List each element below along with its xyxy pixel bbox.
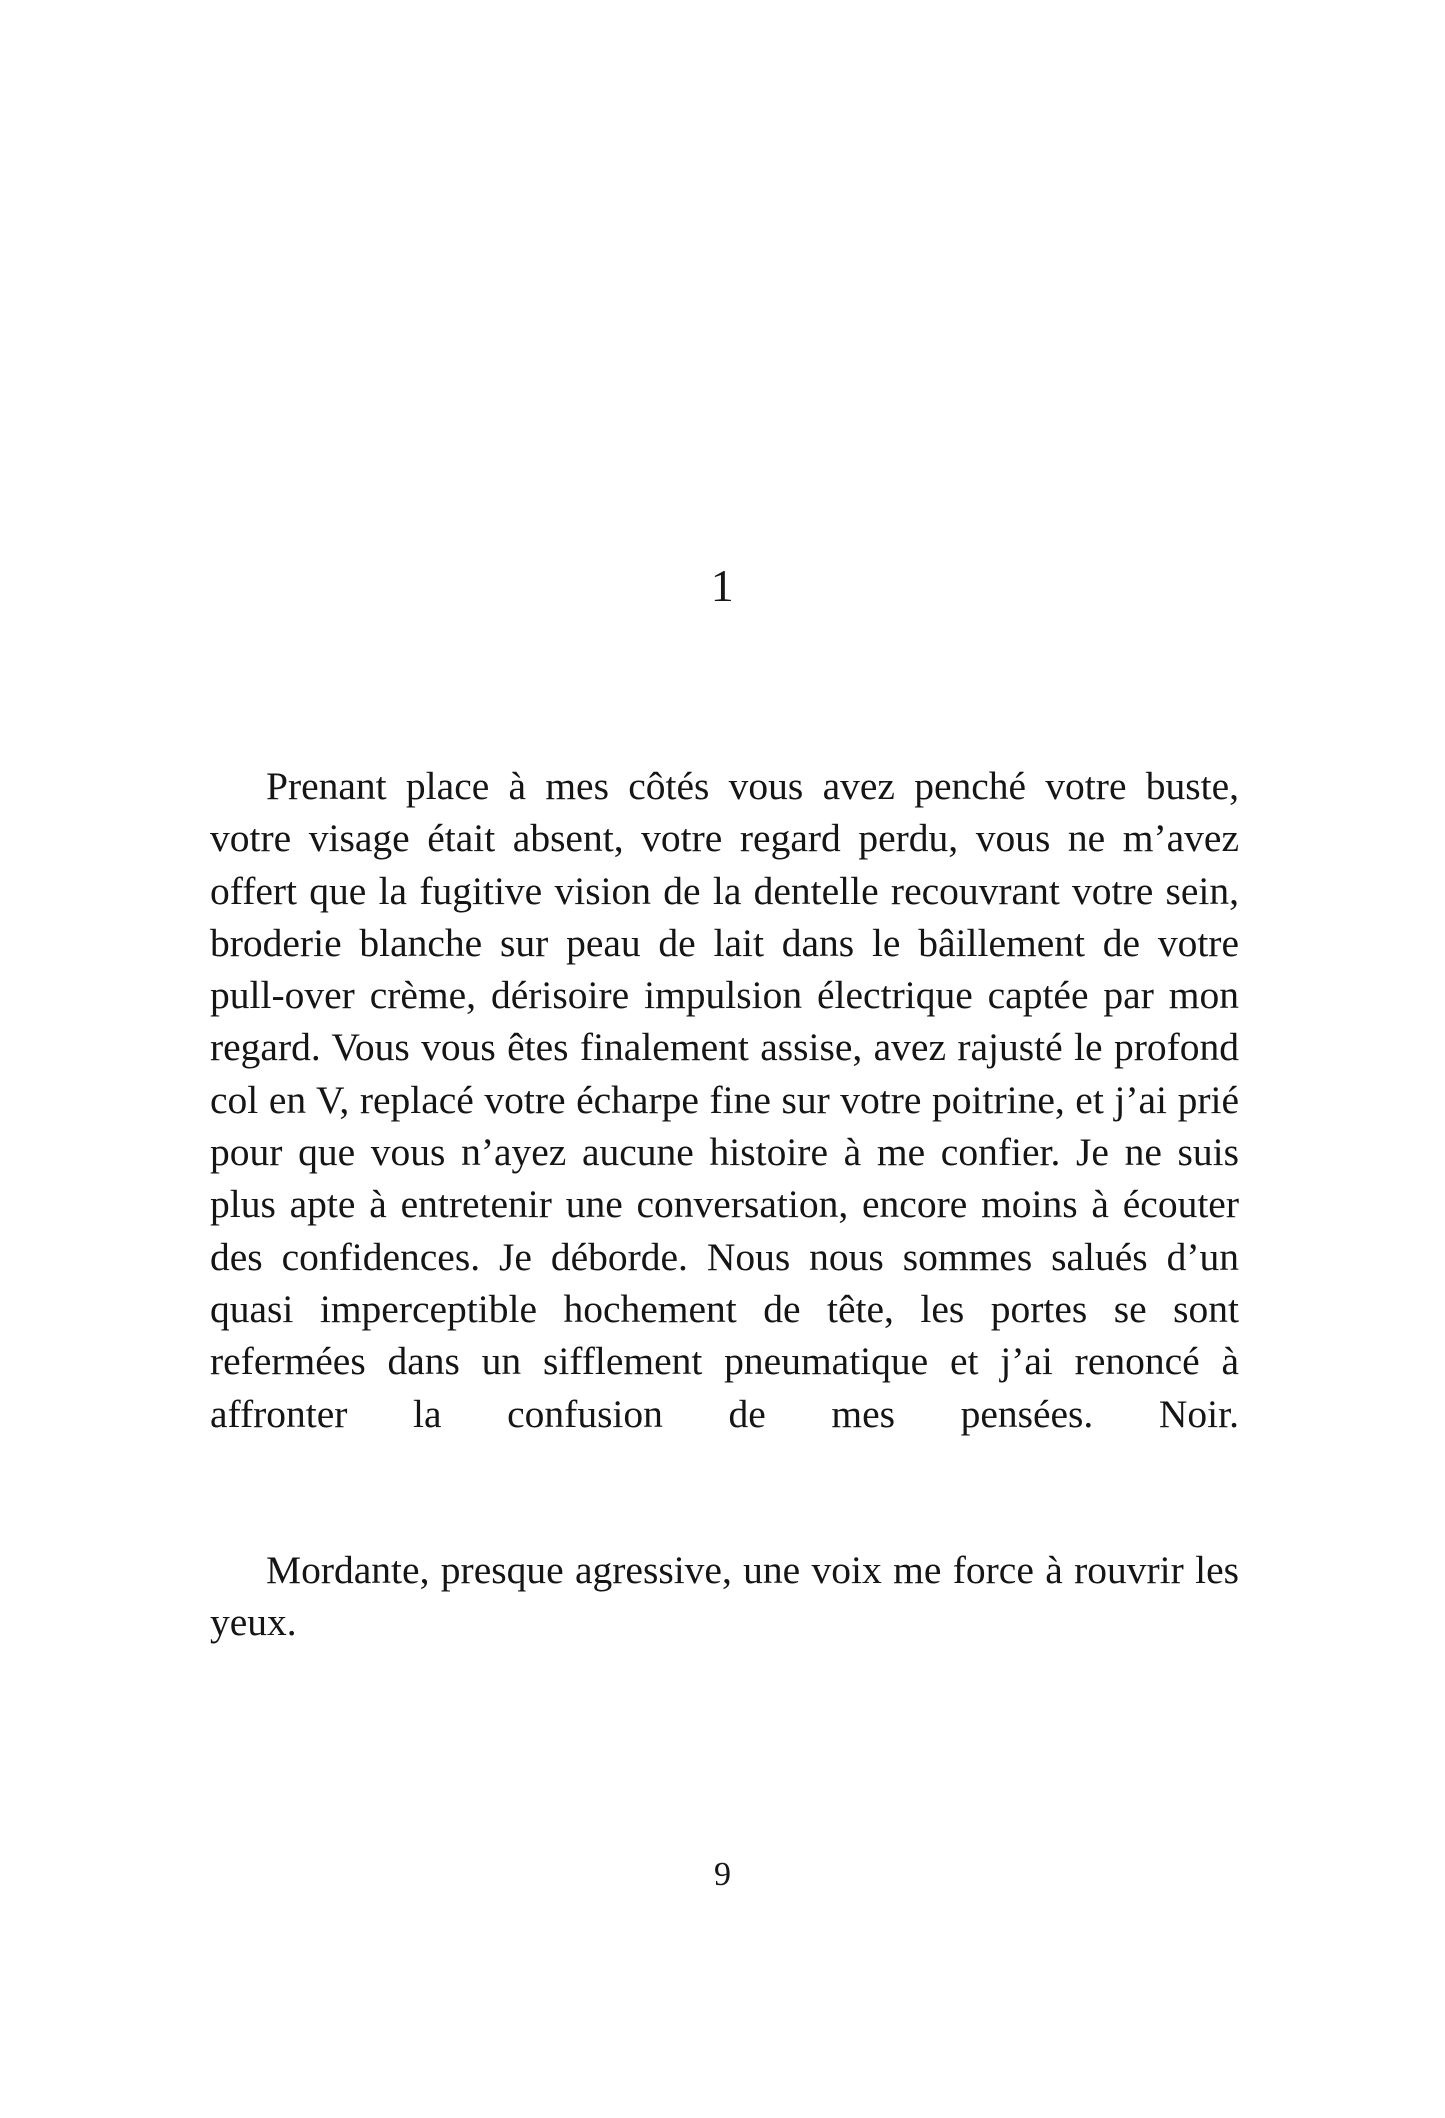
page-number: 9 (714, 1856, 731, 1893)
body-paragraph: Prenant place à mes côtés vous avez penché votre buste, votre visage était absent, votre regard perdu, vous ne m’avez offert que la fugitive vision de la dentelle recouvrant votre sein, broderie blanche sur peau de lait dans le bâillement de votre pull-over crème, dérisoire impulsion électrique captée par mon regard. Vous vous êtes finalement assise, avez rajusté le profond col en V, replacé votre écharpe fine sur votre poitrine, et j’ai prié pour que vous n’ayez aucune histoire à me confier. Je ne suis plus apte à entretenir une conversation, encore moins à écouter des confidences. Je déborde. Nous nous sommes salués d’un quasi imperceptible hochement de tête, les portes se sont refermées dans un sifflement pneumatique et j’ai renoncé à affronter la confusion de mes pensées. Noir. (210, 764, 1239, 1436)
body-text-block (210, 760, 1239, 1701)
chapter-number: 1 (710, 560, 735, 611)
body-paragraph: Mordante, presque agressive, une voix me force à rouvrir les yeux. (210, 1548, 1239, 1645)
